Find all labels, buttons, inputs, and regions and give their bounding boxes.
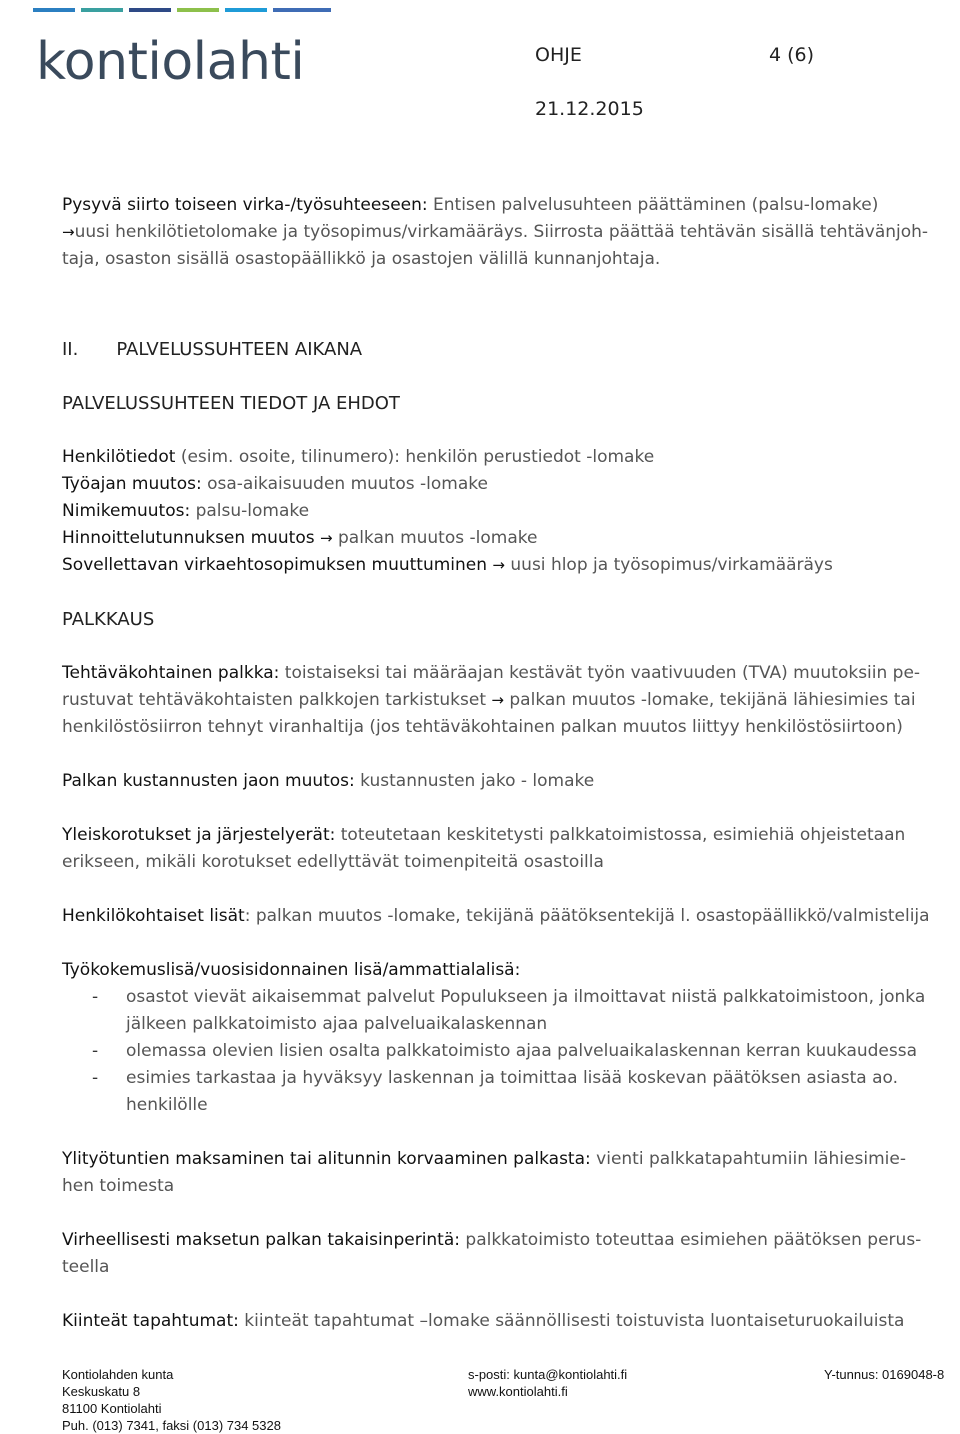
text-kiinteat: kiinteät tapahtumat –lomake säännöllisesti toistuvista luontaiseturuokailuista — [238, 1311, 905, 1331]
footer-line: 81100 Kontiolahti — [62, 1401, 162, 1416]
footer-line: Y-tunnus: 0169048-8 — [824, 1367, 945, 1382]
stripe-1 — [33, 8, 75, 12]
arrow-icon: → — [491, 691, 504, 709]
section-heading-ii — [62, 336, 954, 363]
footer-contact — [468, 1366, 627, 1400]
item-nimike — [62, 498, 954, 525]
footer-line: Kontiolahden kunta — [62, 1367, 174, 1382]
paragraph-henkilokohtainen — [62, 903, 954, 930]
item-text: osa-aikaisuuden muutos -lomake — [201, 474, 488, 494]
label-kustannus: Palkan kustannusten jaon muutos: — [62, 771, 355, 791]
item-tyoaika — [62, 471, 954, 498]
list-item — [62, 1038, 954, 1065]
paragraph-ylityo — [62, 1146, 954, 1200]
page-number: 4 (6) — [769, 44, 815, 66]
arrow-icon: → — [492, 556, 505, 574]
paragraph-yleiskorotus — [62, 822, 954, 876]
text-yleiskorotus-1: toteutetaan keskitetysti palkkatoimistossa, esimiehiä ohjeistetaan — [335, 825, 906, 845]
item-label: Työajan muutos: — [62, 474, 202, 494]
dash-bullet: - — [92, 1041, 99, 1061]
label-ylityo: Ylityötuntien maksaminen tai alitunnin korvaaminen palkasta: — [62, 1149, 591, 1169]
stripe-5 — [225, 8, 267, 12]
section-title: PALVELUSSUHTEEN AIKANA — [116, 339, 363, 360]
kontiolahti-logo: kontiolahti — [36, 32, 305, 92]
document-body — [62, 192, 954, 1335]
text-siirto: Entisen palvelusuhteen päättäminen (palsu-lomake) — [427, 195, 879, 215]
paragraph-kustannus — [62, 768, 954, 795]
paragraph-tva — [62, 660, 954, 741]
text-henkilokohtainen: : palkan muutos -lomake, tekijänä päätöksentekijä l. osastopäällikkö/valmistelija — [244, 906, 930, 926]
paragraph-siirto — [62, 192, 954, 273]
text-takaisinperinta-1: palkkatoimisto toteuttaa esimiehen päätöksen perus- — [460, 1230, 922, 1250]
list-text: osastot vievät aikaisemmat palvelut Populukseen ja ilmoittavat niistä palkkatoimistoon, jonka — [126, 987, 926, 1007]
item-text: palkan muutos -lomake — [338, 528, 538, 548]
list-item — [62, 1065, 954, 1119]
list-text: jälkeen palkkatoimisto ajaa palveluaikalaskennan — [126, 1014, 548, 1034]
footer-line: Keskuskatu 8 — [62, 1384, 141, 1399]
text-tva-2a: rustuvat tehtäväkohtaisten palkkojen tarkistukset — [62, 690, 486, 710]
footer-email[interactable]: s-posti: kunta@kontiolahti.fi — [468, 1367, 628, 1382]
arrow-icon: → — [62, 223, 75, 241]
item-label: Henkilötiedot — [62, 447, 176, 467]
stripe-3 — [129, 8, 171, 12]
dash-bullet: - — [92, 987, 99, 1007]
footer-business-id — [824, 1366, 944, 1383]
arrow-icon: → — [320, 529, 333, 547]
text-siirto-2: uusi henkilötietolomake ja työsopimus/virkamääräys. Siirrosta päättää tehtävän sisällä tehtävänjoh- — [74, 222, 929, 242]
label-kiinteat: Kiinteät tapahtumat: — [62, 1311, 239, 1331]
subheading-palkkaus: PALKKAUS — [62, 609, 155, 630]
item-hinnoittelu — [62, 525, 954, 552]
list-item — [62, 984, 954, 1038]
label-yleiskorotus: Yleiskorotukset ja järjestelyerät: — [62, 825, 336, 845]
item-text: (esim. osoite, tilinumero): henkilön perustiedot -lomake — [175, 447, 655, 467]
text-tva-2b: palkan muutos -lomake, tekijänä lähiesimies tai — [509, 690, 916, 710]
list-text: olemassa olevien lisien osalta palkkatoimisto ajaa palveluaikalaskennan kerran kuukaudessa — [126, 1041, 918, 1061]
footer-line: Puh. (013) 7341, faksi (013) 734 5328 — [62, 1418, 281, 1433]
subheading-tiedot: PALVELUSSUHTEEN TIEDOT JA EHDOT — [62, 393, 400, 414]
footer-website-link[interactable]: www.kontiolahti.fi — [468, 1384, 568, 1399]
text-takaisinperinta-2: teella — [62, 1257, 110, 1277]
tyokokemus-list — [62, 984, 954, 1119]
label-siirto: Pysyvä siirto toiseen virka-/työsuhteeseen: — [62, 195, 428, 215]
text-kustannus: kustannusten jako - lomake — [354, 771, 595, 791]
text-tva-1: toistaiseksi tai määräajan kestävät työn vaativuuden (TVA) muutoksiin pe- — [279, 663, 921, 683]
label-tyokokemus: Työkokemuslisä/vuosisidonnainen lisä/ammattialalisä: — [62, 960, 521, 980]
paragraph-takaisinperinta — [62, 1227, 954, 1281]
text-ylityo-1: vienti palkkatapahtumiin lähiesimie- — [590, 1149, 906, 1169]
footer-address — [62, 1366, 281, 1434]
text-tva-3: henkilöstösiirron tehnyt viranhaltija (jos tehtäväkohtainen palkan muutos liittyy henkilöstösiirtoon) — [62, 717, 903, 737]
section-number: II. — [62, 339, 79, 360]
doc-type: OHJE — [535, 44, 582, 66]
item-virkaehto — [62, 552, 954, 579]
list-text: henkilölle — [126, 1095, 208, 1115]
stripe-6 — [273, 8, 331, 12]
logo-color-stripes — [33, 8, 331, 14]
item-text: palsu-lomake — [190, 501, 310, 521]
item-label: Nimikemuutos: — [62, 501, 191, 521]
dash-bullet: - — [92, 1068, 99, 1088]
label-henkilokohtainen: Henkilökohtaiset lisät — [62, 906, 245, 926]
doc-date: 21.12.2015 — [535, 98, 644, 120]
label-takaisinperinta: Virheellisesti maksetun palkan takaisinperintä: — [62, 1230, 460, 1250]
label-tva: Tehtäväkohtainen palkka: — [62, 663, 280, 683]
item-henkilotiedot — [62, 444, 954, 471]
stripe-4 — [177, 8, 219, 12]
text-ylityo-2: hen toimesta — [62, 1176, 175, 1196]
text-yleiskorotus-2: erikseen, mikäli korotukset edellyttävät toimenpiteitä osastoilla — [62, 852, 604, 872]
item-label: Hinnoittelutunnuksen muutos — [62, 528, 315, 548]
item-label: Sovellettavan virkaehtosopimuksen muuttuminen — [62, 555, 488, 575]
list-text: esimies tarkastaa ja hyväksyy laskennan ja toimittaa lisää koskevan päätöksen asiasta ao. — [126, 1068, 899, 1088]
text-siirto-3: taja, osaston sisällä osastopäällikkö ja osastojen välillä kunnanjohtaja. — [62, 249, 661, 269]
paragraph-kiinteat — [62, 1308, 954, 1335]
stripe-2 — [81, 8, 123, 12]
item-text: uusi hlop ja työsopimus/virkamääräys — [510, 555, 833, 575]
